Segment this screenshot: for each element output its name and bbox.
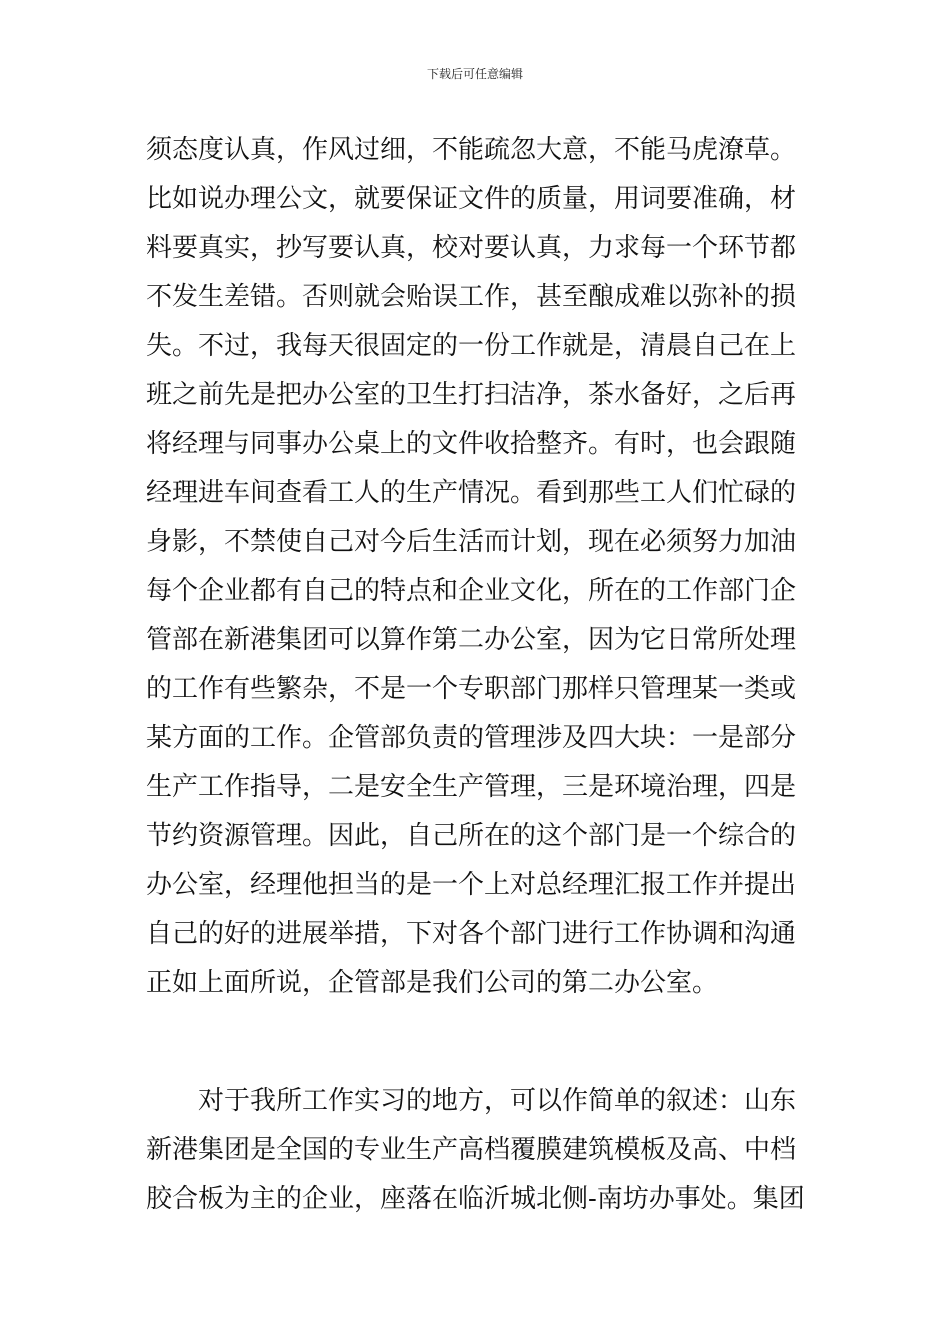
text-line: 办公室，经理他担当的是一个上对总经理汇报工作并提出 — [146, 870, 797, 900]
text-line-first-indented: 对于我所工作实习的地方，可以作简单的叙述：山东 — [198, 1086, 797, 1116]
text-line: 将经理与同事办公桌上的文件收拾整齐。有时，也会跟随 — [146, 429, 797, 459]
body-text — [146, 126, 808, 1224]
text-line: 失。不过，我每天很固定的一份工作就是，清晨自己在上 — [146, 331, 797, 361]
header-note: 下载后可任意编辑 — [426, 67, 523, 81]
paragraph-spacing — [146, 1008, 808, 1077]
text-line: 某方面的工作。企管部负责的管理涉及四大块：一是部分 — [146, 723, 797, 753]
text-line: 班之前先是把办公室的卫生打扫洁净，茶水备好，之后再 — [146, 380, 797, 410]
text-line: 节约资源管理。因此，自己所在的这个部门是一个综合的 — [146, 821, 797, 851]
text-line: 比如说办理公文，就要保证文件的质量，用词要准确，材 — [146, 184, 797, 214]
text-line: 生产工作指导，二是安全生产管理，三是环境治理，四是 — [146, 772, 797, 802]
text-line: 每个企业都有自己的特点和企业文化，所在的工作部门企 — [146, 576, 797, 606]
text-line: 不发生差错。否则就会贻误工作，甚至酿成难以弥补的损 — [146, 282, 797, 312]
text-line: 料要真实，抄写要认真，校对要认真，力求每一个环节都 — [146, 233, 797, 263]
text-line: 自己的好的进展举措，下对各个部门进行工作协调和沟通 — [146, 919, 797, 949]
text-line: 的工作有些繁杂，不是一个专职部门那样只管理某一类或 — [146, 674, 797, 704]
text-line: 新港集团是全国的专业生产高档覆膜建筑模板及高、中档 — [146, 1135, 797, 1165]
text-line: 身影，不禁使自己对今后生活而计划，现在必须努力加油 — [146, 527, 797, 557]
text-line: 须态度认真，作风过细，不能疏忽大意，不能马虎潦草。 — [146, 135, 797, 165]
text-line: 胶合板为主的企业，座落在临沂城北侧-南坊办事处。集团 — [146, 1184, 805, 1214]
paragraph-2 — [146, 1077, 808, 1224]
text-line: 经理进车间查看工人的生产情况。看到那些工人们忙碌的 — [146, 478, 797, 508]
text-line: 正如上面所说，企管部是我们公司的第二办公室。 — [146, 968, 719, 998]
paragraph-1 — [146, 126, 808, 1008]
text-line: 管部在新港集团可以算作第二办公室，因为它日常所处理 — [146, 625, 797, 655]
